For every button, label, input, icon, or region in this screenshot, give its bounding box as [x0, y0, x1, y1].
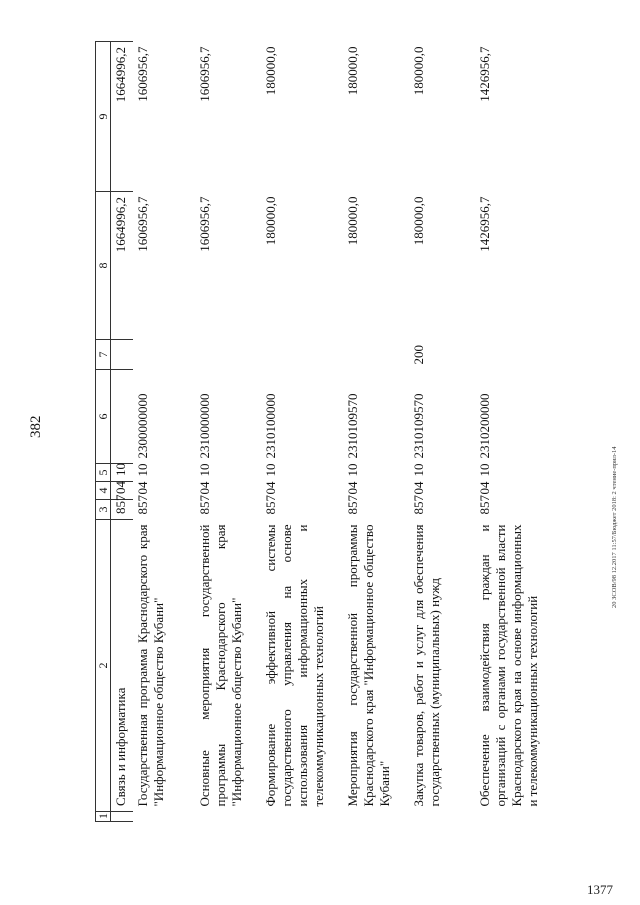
table-row — [343, 42, 409, 822]
column-header: 9 — [96, 42, 111, 192]
table-header-row — [96, 42, 111, 822]
table-row — [261, 42, 343, 822]
column-header: 3 — [96, 500, 111, 520]
cell-c8: 1664996,2 — [111, 192, 133, 340]
cell-c7: 200 — [410, 345, 426, 365]
cell-c6 — [111, 370, 133, 464]
cell-c9: 1606956,7 — [196, 46, 212, 102]
table-row — [133, 42, 195, 822]
cell-c5: 10 — [410, 463, 426, 477]
row-name: Мероприятия государственной программы Краснодарского края "Информационное общество Кубани" — [344, 524, 392, 807]
cell-c3: 857 — [111, 500, 133, 520]
cell-c5: 10 — [196, 463, 212, 477]
cell-c3: 857 — [134, 495, 150, 515]
cell-c6: 2310200000 — [476, 393, 492, 459]
cell-c6: 2310100000 — [262, 393, 278, 459]
cell-c4: 04 — [134, 481, 150, 495]
column-header: 5 — [96, 464, 111, 482]
cell-c5: 10 — [476, 463, 492, 477]
row-name: Обеспечение взаимодействия граждан и организаций с органами государственной власти Краснодарского края на основе информационных и телекоммуникационных технологий — [476, 524, 541, 807]
table-row — [475, 42, 565, 822]
cell-c3: 857 — [344, 495, 360, 515]
column-header: 4 — [96, 482, 111, 500]
row-name: Основные мероприятия государственной программы Краснодарского края "Информационное общество Кубани" — [196, 524, 244, 807]
cell-c7 — [195, 340, 261, 370]
column-header: 8 — [96, 192, 111, 340]
cell-c5: 10 — [111, 464, 133, 482]
cell-c9: 1664996,2 — [111, 42, 133, 192]
cell-c6: 2310109570 — [410, 393, 426, 459]
column-header: 7 — [96, 340, 111, 370]
table-row — [195, 42, 261, 822]
cell-c4: 04 — [262, 481, 278, 495]
cell-c9: 180000,0 — [410, 46, 426, 96]
cell-c6: 2310109570 — [344, 393, 360, 459]
cell-c5: 10 — [262, 463, 278, 477]
cell-c7 — [475, 340, 565, 370]
cell-c9: 1606956,7 — [134, 46, 150, 102]
row-name: Формирование эффективной системы государственного управления на основе использования информационных и телекоммуникационных технологий — [262, 524, 327, 807]
cell-c8: 180000,0 — [262, 196, 278, 246]
cell-c7 — [261, 340, 343, 370]
cell-c8: 1606956,7 — [134, 196, 150, 252]
cell-c3: 857 — [196, 495, 212, 515]
cell-c4: 04 — [476, 481, 492, 495]
cell-c6: 2310000000 — [196, 393, 212, 459]
table-row — [409, 42, 475, 822]
budget-table-rotated — [95, 42, 625, 822]
column-header: 2 — [96, 520, 111, 812]
cell-c4: 04 — [196, 481, 212, 495]
cell-c3: 857 — [410, 495, 426, 515]
cell-c6: 2300000000 — [134, 393, 150, 459]
column-header: 1 — [96, 812, 111, 822]
cell-c5: 10 — [134, 463, 150, 477]
cell-c7 — [133, 340, 195, 370]
table-row — [111, 42, 133, 822]
footer-code: 20 ЗСОВ/98 12.2017 11:57/Бюджет 2018: 2 чтение-прил-14 — [611, 446, 618, 608]
cell-c9: 180000,0 — [344, 46, 360, 96]
cell-c4: 04 — [410, 481, 426, 495]
row-name: Государственная программа Краснодарского края "Информационное общество Кубани" — [134, 524, 166, 807]
cell-c7 — [343, 340, 409, 370]
row-name: Связь и информатика — [111, 520, 133, 812]
cell-c4: 04 — [111, 482, 133, 500]
column-header: 6 — [96, 370, 111, 464]
cell-c7 — [111, 340, 133, 370]
page-number: 382 — [28, 415, 44, 438]
cell-c8: 1606956,7 — [196, 196, 212, 252]
cell-c9: 180000,0 — [262, 46, 278, 96]
edge-page-number: 1377 — [587, 882, 613, 897]
cell-c8: 1426956,7 — [476, 196, 492, 252]
cell-c4: 04 — [344, 481, 360, 495]
cell-c5: 10 — [344, 463, 360, 477]
cell-c9: 1426956,7 — [476, 46, 492, 102]
cell-c3: 857 — [262, 495, 278, 515]
cell-c3: 857 — [476, 495, 492, 515]
row-name: Закупка товаров, работ и услуг для обеспечения государственных (муниципальных) нужд — [410, 524, 442, 807]
budget-table — [95, 41, 565, 822]
cell-c8: 180000,0 — [410, 196, 426, 246]
cell-c8: 180000,0 — [344, 196, 360, 246]
